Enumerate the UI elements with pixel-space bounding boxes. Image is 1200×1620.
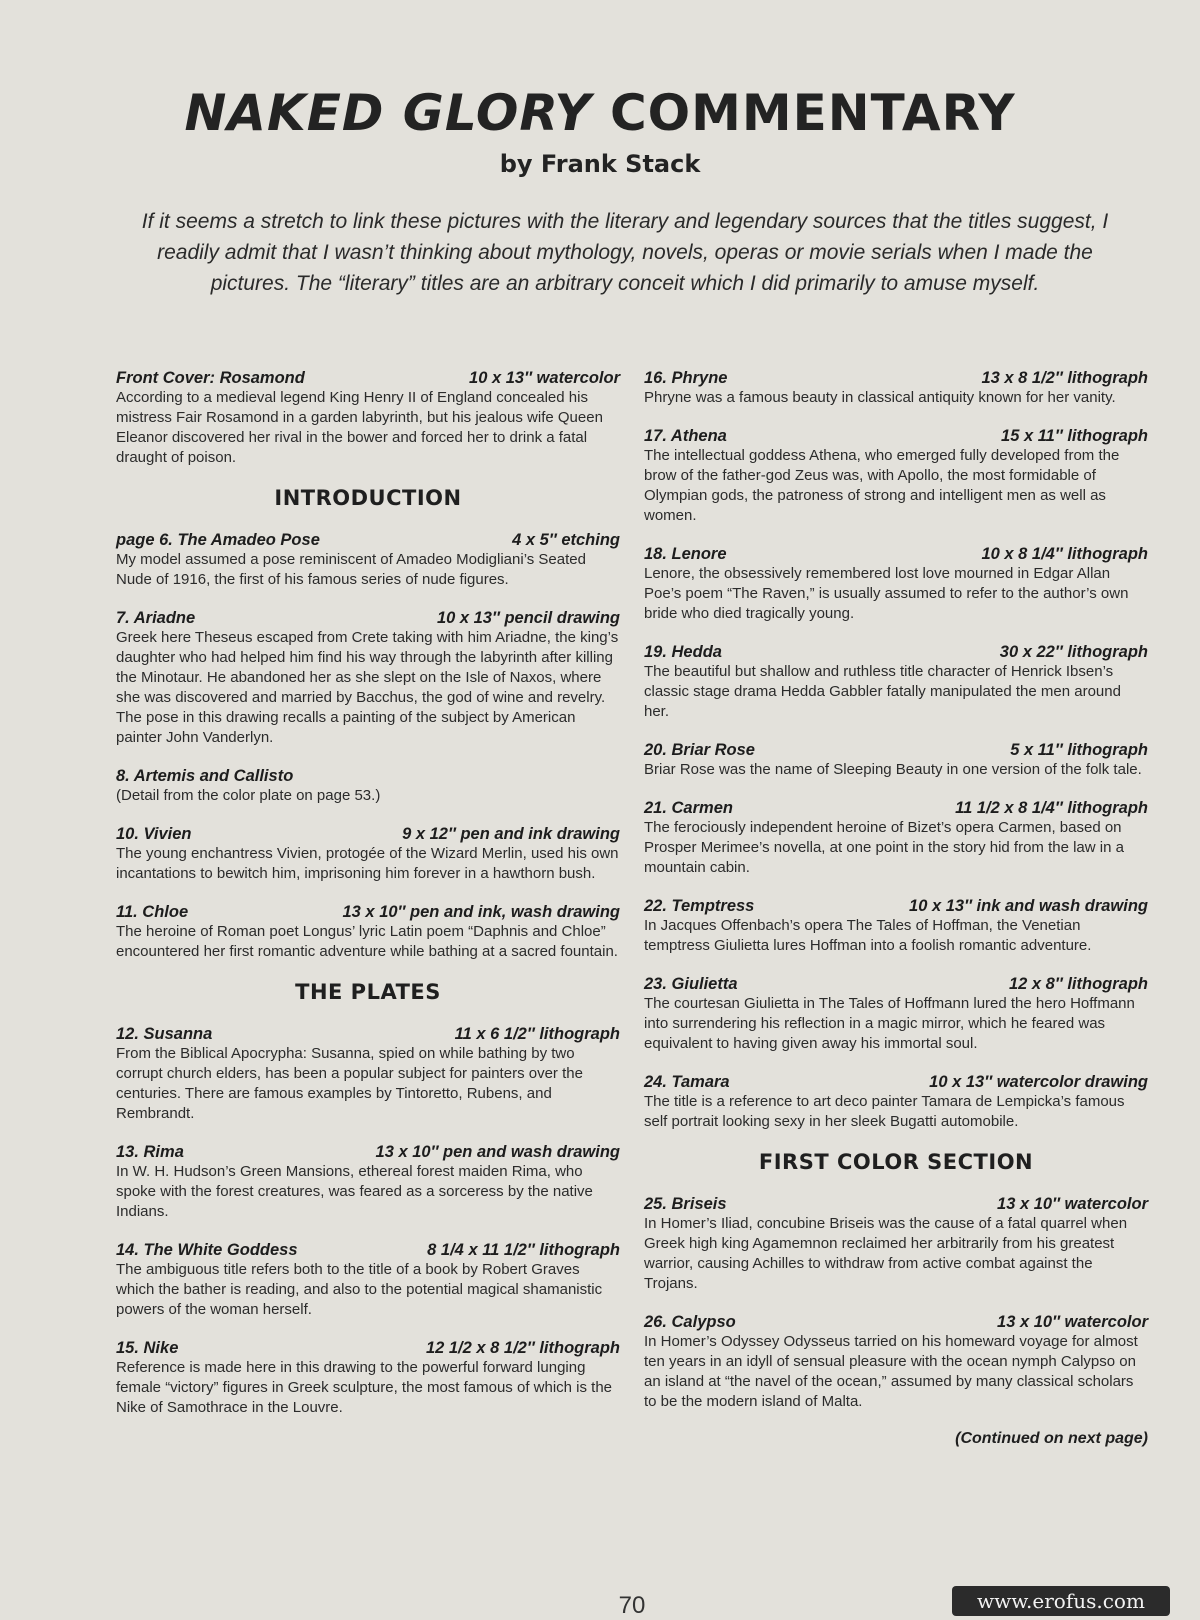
entry-title: 8. Artemis and Callisto — [116, 767, 294, 785]
entry-text: In Jacques Offenbach’s opera The Tales of Hoffman, the Venetian temptress Giulietta lures Hoffman into a foolish romantic adventure. — [644, 917, 1092, 954]
entry-text: From the Biblical Apocrypha: Susanna, spied on while bathing by two corrupt church elders, has been a popular subject for painters over the centuries. There are famous examples by Tintoretto, Rubens, and Rembrandt. — [116, 1045, 583, 1122]
entry-medium: 13 x 8 1/2″ lithograph — [981, 369, 1148, 387]
entry-title: 25. Briseis — [644, 1195, 727, 1213]
entry-heading — [644, 1072, 1148, 1092]
entry — [644, 426, 1148, 526]
entry — [644, 1072, 1148, 1132]
entry-text: Reference is made here in this drawing to the powerful forward lunging female “victory” figures in Greek sculpture, the most famous of which is the Nike of Samothrace in the Louvre. — [116, 1359, 613, 1416]
entry-text: According to a medieval legend King Henry II of England concealed his mistress Fair Rosamond in a garden labyrinth, but his jealous wife Queen Eleanor discovered her rival in the bower and forced her to drink a fatal draught of poison. — [116, 389, 603, 466]
entry-medium: 10 x 8 1/4″ lithograph — [981, 545, 1148, 563]
entry-title: 16. Phryne — [644, 369, 728, 387]
section-heading-introduction: INTRODUCTION — [274, 486, 462, 510]
entry-title: 12. Susanna — [116, 1025, 213, 1043]
entry-heading — [644, 1312, 1148, 1332]
entry-heading — [644, 426, 1148, 446]
entry — [644, 896, 1148, 956]
entry-text: In Homer’s Odyssey Odysseus tarried on his homeward voyage for almost ten years in an idyll of sensual pleasure with the ocean nymph Calypso on an island at “the navel of the ocean,” assumed by many classical scholars to be the modern island of Malta. — [644, 1333, 1138, 1410]
entry — [116, 608, 620, 748]
entry-medium: 5 x 11″ lithograph — [1010, 741, 1148, 759]
entry — [644, 642, 1148, 722]
entry — [116, 530, 620, 590]
entry-title: Front Cover: Rosamond — [116, 369, 305, 387]
entry-medium: 15 x 11″ lithograph — [1001, 427, 1148, 445]
entry-medium: 30 x 22″ lithograph — [999, 643, 1148, 661]
continued-note: (Continued on next page) — [955, 1430, 1148, 1447]
entry-text: The courtesan Giulietta in The Tales of Hoffmann lured the hero Hoffmann into surrendering his reflection in a magic mirror, which he feared was equivalent to having given away his immortal soul. — [644, 995, 1135, 1052]
entry-heading — [644, 896, 1148, 916]
entry-heading — [644, 1194, 1148, 1214]
entry-text: Briar Rose was the name of Sleeping Beauty in one version of the folk tale. — [644, 761, 1142, 778]
entry — [116, 1024, 620, 1124]
entry-medium: 10 x 13″ ink and wash drawing — [909, 897, 1148, 915]
entry-text: My model assumed a pose reminiscent of Amadeo Modigliani’s Seated Nude of 1916, the first of his famous series of nude figures. — [116, 551, 586, 588]
entry-medium: 12 x 8″ lithograph — [1008, 975, 1148, 993]
entry-title: 7. Ariadne — [116, 609, 196, 627]
entry-text: The young enchantress Vivien, protogée of the Wizard Merlin, used his own incantations to bewitch him, imprisoning him forever in a hawthorn bush. — [116, 845, 619, 882]
entry — [116, 1240, 620, 1320]
entry-heading — [116, 1338, 620, 1358]
entry-text: (Detail from the color plate on page 53.) — [116, 787, 381, 804]
entry-heading — [116, 824, 620, 844]
intro-paragraph: If it seems a stretch to link these pictures with the literary and legendary sources that the titles suggest, I readily admit that I wasn’t thinking about mythology, novels, operas or movie serials when I made the pictures. The “literary” titles are an arbitrary conceit which I did primarily to amuse myself. — [141, 210, 1109, 295]
entry-heading — [644, 642, 1148, 662]
entry-medium: 13 x 10″ pen and wash drawing — [375, 1143, 620, 1161]
entry-text: The beautiful but shallow and ruthless title character of Henrick Ibsen’s classic stage drama Hedda Gabbler fatally manipulated the men around her. — [644, 663, 1121, 720]
entry-medium: 4 x 5″ etching — [512, 531, 620, 549]
entry — [644, 974, 1148, 1054]
entry-title: 13. Rima — [116, 1143, 184, 1161]
entry-heading — [116, 1240, 620, 1260]
author-byline: by Frank Stack — [499, 150, 701, 178]
entry-heading — [116, 530, 620, 550]
entry-heading — [644, 974, 1148, 994]
entry-medium: 11 1/2 x 8 1/4″ lithograph — [955, 799, 1148, 817]
entry-text: Greek here Theseus escaped from Crete taking with him Ariadne, the king’s daughter who had helped him find his way through the labyrinth after killing the Minotaur. He abandoned her as she slept on the Isle of Naxos, where she was discovered and married by Bacchus, the god of wine and revelry. The pose in this drawing recalls a painting of the subject by American painter John Vanderlyn. — [116, 629, 619, 746]
entry — [116, 902, 620, 962]
entry-heading — [644, 544, 1148, 564]
entry-medium: 13 x 10″ watercolor — [997, 1195, 1148, 1213]
entry-heading — [116, 766, 620, 786]
entry — [116, 1142, 620, 1222]
entry-medium: 10 x 13″ pencil drawing — [436, 609, 620, 627]
entry — [644, 1194, 1148, 1294]
site-watermark: www.erofus.com — [952, 1586, 1170, 1616]
entry-title: 26. Calypso — [644, 1313, 736, 1331]
entry-text: The ambiguous title refers both to the title of a book by Robert Graves which the bather is reading, and also to the potential magical shamanistic powers of the woman herself. — [116, 1261, 603, 1318]
entry-title: 19. Hedda — [644, 643, 722, 661]
entry-medium: 10 x 13″ watercolor drawing — [929, 1073, 1148, 1091]
entry-text: Lenore, the obsessively remembered lost love mourned in Edgar Allan Poe’s poem “The Raven,” is usually assumed to refer to the author’s own bride who died tragically young. — [644, 565, 1129, 622]
page-title-italic: NAKED GLORY — [184, 84, 592, 142]
entry — [644, 1312, 1148, 1412]
entry-heading — [116, 1024, 620, 1044]
page-title — [0, 84, 1200, 142]
entry-heading — [116, 608, 620, 628]
entry-heading — [644, 368, 1148, 388]
entry-medium: 8 1/4 x 11 1/2″ lithograph — [427, 1241, 620, 1259]
entry-title: 17. Athena — [644, 427, 727, 445]
section-heading-plates: THE PLATES — [295, 980, 441, 1004]
left-column — [116, 368, 620, 1436]
entry-title: 14. The White Goddess — [116, 1241, 298, 1259]
entry — [116, 1338, 620, 1418]
entry-heading — [116, 902, 620, 922]
entry-heading — [644, 740, 1148, 760]
page-title-rest: COMMENTARY — [591, 84, 1016, 142]
entry-title: 23. Giulietta — [644, 975, 738, 993]
right-column — [644, 368, 1148, 1448]
entry — [116, 766, 620, 806]
entry-text: The intellectual goddess Athena, who emerged fully developed from the brow of the father-god Zeus was, with Apollo, the most formidable of Olympian gods, the patroness of strong and intelligent men as well as women. — [644, 447, 1120, 524]
entry-text: The heroine of Roman poet Longus’ lyric Latin poem “Daphnis and Chloe” encountered her first romantic adventure while bathing at a sacred fountain. — [116, 923, 618, 960]
entry-title: 22. Temptress — [644, 897, 755, 915]
entry-medium: 10 x 13″ watercolor — [469, 369, 620, 387]
entry-medium: 11 x 6 1/2″ lithograph — [454, 1025, 620, 1043]
entry-heading — [644, 798, 1148, 818]
entry — [644, 798, 1148, 878]
entry-medium: 9 x 12″ pen and ink drawing — [402, 825, 620, 843]
entry-text: Phryne was a famous beauty in classical antiquity known for her vanity. — [644, 389, 1116, 406]
entry-title: 24. Tamara — [644, 1073, 730, 1091]
page-number: 70 — [618, 1592, 646, 1619]
entry — [644, 544, 1148, 624]
entry-text: The ferociously independent heroine of Bizet’s opera Carmen, based on Prosper Merimee’s novella, at one point in the story hid from the law in a mountain cabin. — [644, 819, 1124, 876]
entry-title: 11. Chloe — [116, 903, 189, 921]
entry — [116, 368, 620, 468]
entry — [644, 740, 1148, 780]
entry-text: In W. H. Hudson’s Green Mansions, ethereal forest maiden Rima, who spoke with the forest creatures, was feared as a sorceress by the native Indians. — [116, 1163, 593, 1220]
entry-title: 18. Lenore — [644, 545, 727, 563]
entry-medium: 13 x 10″ pen and ink, wash drawing — [342, 903, 620, 921]
entry-title: 21. Carmen — [644, 799, 733, 817]
entry-title: page 6. The Amadeo Pose — [116, 531, 320, 549]
entry-text: The title is a reference to art deco painter Tamara de Lempicka’s famous self portrait looking sexy in her sleek Bugatti automobile. — [644, 1093, 1125, 1130]
entry-heading — [116, 368, 620, 388]
entry — [644, 368, 1148, 408]
entry-medium: 13 x 10″ watercolor — [997, 1313, 1148, 1331]
entry-title: 15. Nike — [116, 1339, 179, 1357]
entry-title: 10. Vivien — [116, 825, 192, 843]
entry-medium: 12 1/2 x 8 1/2″ lithograph — [425, 1339, 620, 1357]
entry-heading — [116, 1142, 620, 1162]
entry — [116, 824, 620, 884]
section-heading-first-color-section: FIRST COLOR SECTION — [758, 1150, 1034, 1174]
entry-text: In Homer’s Iliad, concubine Briseis was the cause of a fatal quarrel when Greek high king Agamemnon reclaimed her arbitrarily from his greatest warrior, causing Achilles to withdraw from active combat against the Trojans. — [644, 1215, 1128, 1292]
entry-title: 20. Briar Rose — [644, 741, 755, 759]
